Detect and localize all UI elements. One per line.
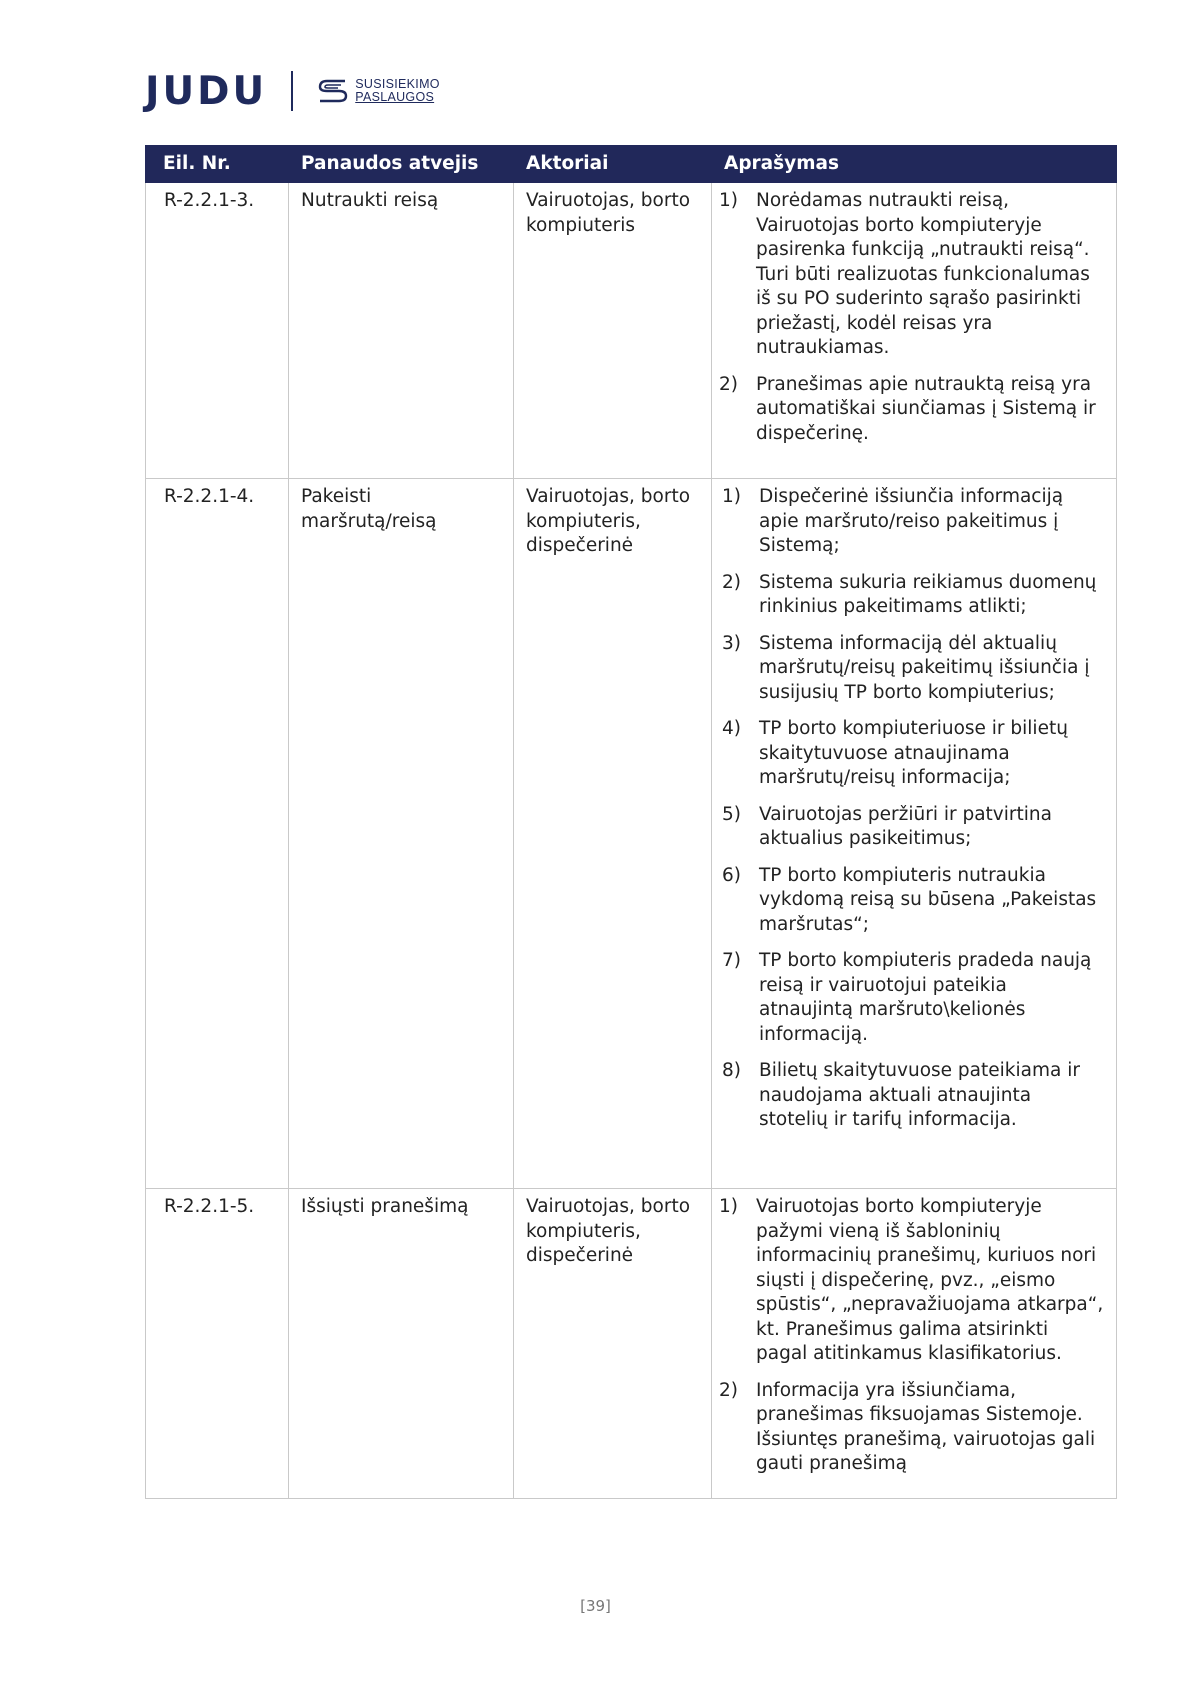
actors: Vairuotojas, borto kompiuteris, dispečerinė (514, 479, 712, 1189)
description-step (722, 864, 1104, 938)
logo-divider (291, 71, 293, 111)
description-steps (719, 1195, 1104, 1477)
step-text: Vairuotojas borto kompiuteryje pažymi vieną iš šabloninių informacinių pranešimų, kuriuos nori siųsti į dispečerinę, pvz., „eismo spūstis“, „nepravažiuojama atkarpa“, kt. Pranešimus galima atsirinkti pagal atitinkamus klasifikatorius. (756, 1196, 1104, 1364)
description-steps (722, 485, 1104, 1133)
row-number: R-2.2.1-3. (146, 183, 289, 479)
step-number: 2) (722, 571, 741, 593)
step-number: 3) (722, 632, 741, 654)
actors: Vairuotojas, borto kompiuteris, dispečerinė (514, 1189, 712, 1499)
row-number: R-2.2.1-4. (146, 479, 289, 1189)
step-text: TP borto kompiuteriuose ir bilietų skaitytuvuose atnaujinama maršrutų/reisų informacija; (759, 718, 1068, 788)
step-text: Vairuotojas peržiūri ir patvirtina aktualius pasikeitimus; (759, 803, 1052, 849)
step-number: 4) (722, 718, 741, 739)
use-case-name: Nutraukti reisą (289, 183, 514, 479)
col-header-actors: Aktoriai (514, 146, 712, 183)
description-step (722, 571, 1104, 620)
step-text: Norėdamas nutraukti reisą, Vairuotojas borto kompiuteryje pasirenka funkciją „nutraukti reisą“. Turi būti realizuotas funkcionalumas iš su PO suderinto sąrašo pasirinkti priežastį, kodėl reisas yra nutraukiamas. (756, 190, 1090, 358)
step-number: 2) (719, 1379, 738, 1401)
table-header-row (146, 146, 1117, 183)
page-number: [39] (580, 1597, 611, 1615)
description-step (722, 949, 1104, 1047)
use-case-table (145, 145, 1117, 1499)
description-step (722, 717, 1104, 791)
description-step (722, 632, 1104, 706)
use-case-name: Išsiųsti pranešimą (289, 1189, 514, 1499)
table-row (146, 479, 1117, 1189)
judu-logo: JUDU (145, 68, 268, 114)
col-header-nr: Eil. Nr. (146, 146, 289, 183)
step-text: TP borto kompiuteris pradeda naują reisą ir vairuotojui pateikia atnaujintą maršruto\kelionės informaciją. (759, 950, 1092, 1045)
description-step (719, 1195, 1104, 1367)
description-step (722, 485, 1104, 559)
partner-line-2: PASLAUGOS (355, 90, 435, 104)
actors: Vairuotojas, borto kompiuteris (514, 183, 712, 479)
step-text: Sistema informaciją dėl aktualių maršrutų/reisų pakeitimų išsiunčia į susijusių TP borto kompiuterius; (759, 632, 1090, 703)
step-number: 7) (722, 950, 741, 971)
susisiekimo-paslaugos-logo-icon (315, 76, 351, 106)
step-text: Pranešimas apie nutrauktą reisą yra automatiškai siunčiamas į Sistemą ir dispečerinę. (756, 373, 1096, 444)
partner-line-1: SUSISIEKIMO (355, 77, 440, 91)
description-step (719, 1379, 1104, 1477)
header-logo (145, 70, 440, 112)
description-step (722, 1059, 1104, 1133)
col-header-case: Panaudos atvejis (289, 146, 514, 183)
step-text: Dispečerinė išsiunčia informaciją apie maršruto/reiso pakeitimus į Sistemą; (759, 486, 1064, 556)
partner-logo-text (355, 78, 440, 104)
step-text: Bilietų skaitytuvuose pateikiama ir naudojama aktuali atnaujinta stotelių ir tarifų informacija. (759, 1060, 1080, 1130)
step-number: 1) (719, 190, 738, 211)
description-step (719, 189, 1104, 361)
row-number: R-2.2.1-5. (146, 1189, 289, 1499)
description-cell (712, 183, 1117, 479)
step-number: 5) (722, 803, 741, 825)
step-text: Informacija yra išsiunčiama, pranešimas fiksuojamas Sistemoje. Išsiuntęs pranešimą, vairuotojas gali gauti pranešimą (756, 1379, 1096, 1474)
step-text: Sistema sukuria reikiamus duomenų rinkinius pakeitimams atlikti; (759, 571, 1097, 617)
step-number: 8) (722, 1060, 741, 1081)
step-text: TP borto kompiuteris nutraukia vykdomą reisą su būsena „Pakeistas maršrutas“; (759, 864, 1097, 935)
step-number: 6) (722, 864, 741, 886)
step-number: 1) (719, 1196, 738, 1217)
step-number: 1) (722, 486, 741, 507)
table-body (146, 183, 1117, 1499)
description-cell (712, 1189, 1117, 1499)
table-row (146, 183, 1117, 479)
description-steps (719, 189, 1104, 446)
description-step (719, 373, 1104, 447)
step-number: 2) (719, 373, 738, 395)
description-cell (712, 479, 1117, 1189)
col-header-description: Aprašymas (712, 146, 1117, 183)
table-row (146, 1189, 1117, 1499)
use-case-name: Pakeisti maršrutą/reisą (289, 479, 514, 1189)
description-step (722, 803, 1104, 852)
